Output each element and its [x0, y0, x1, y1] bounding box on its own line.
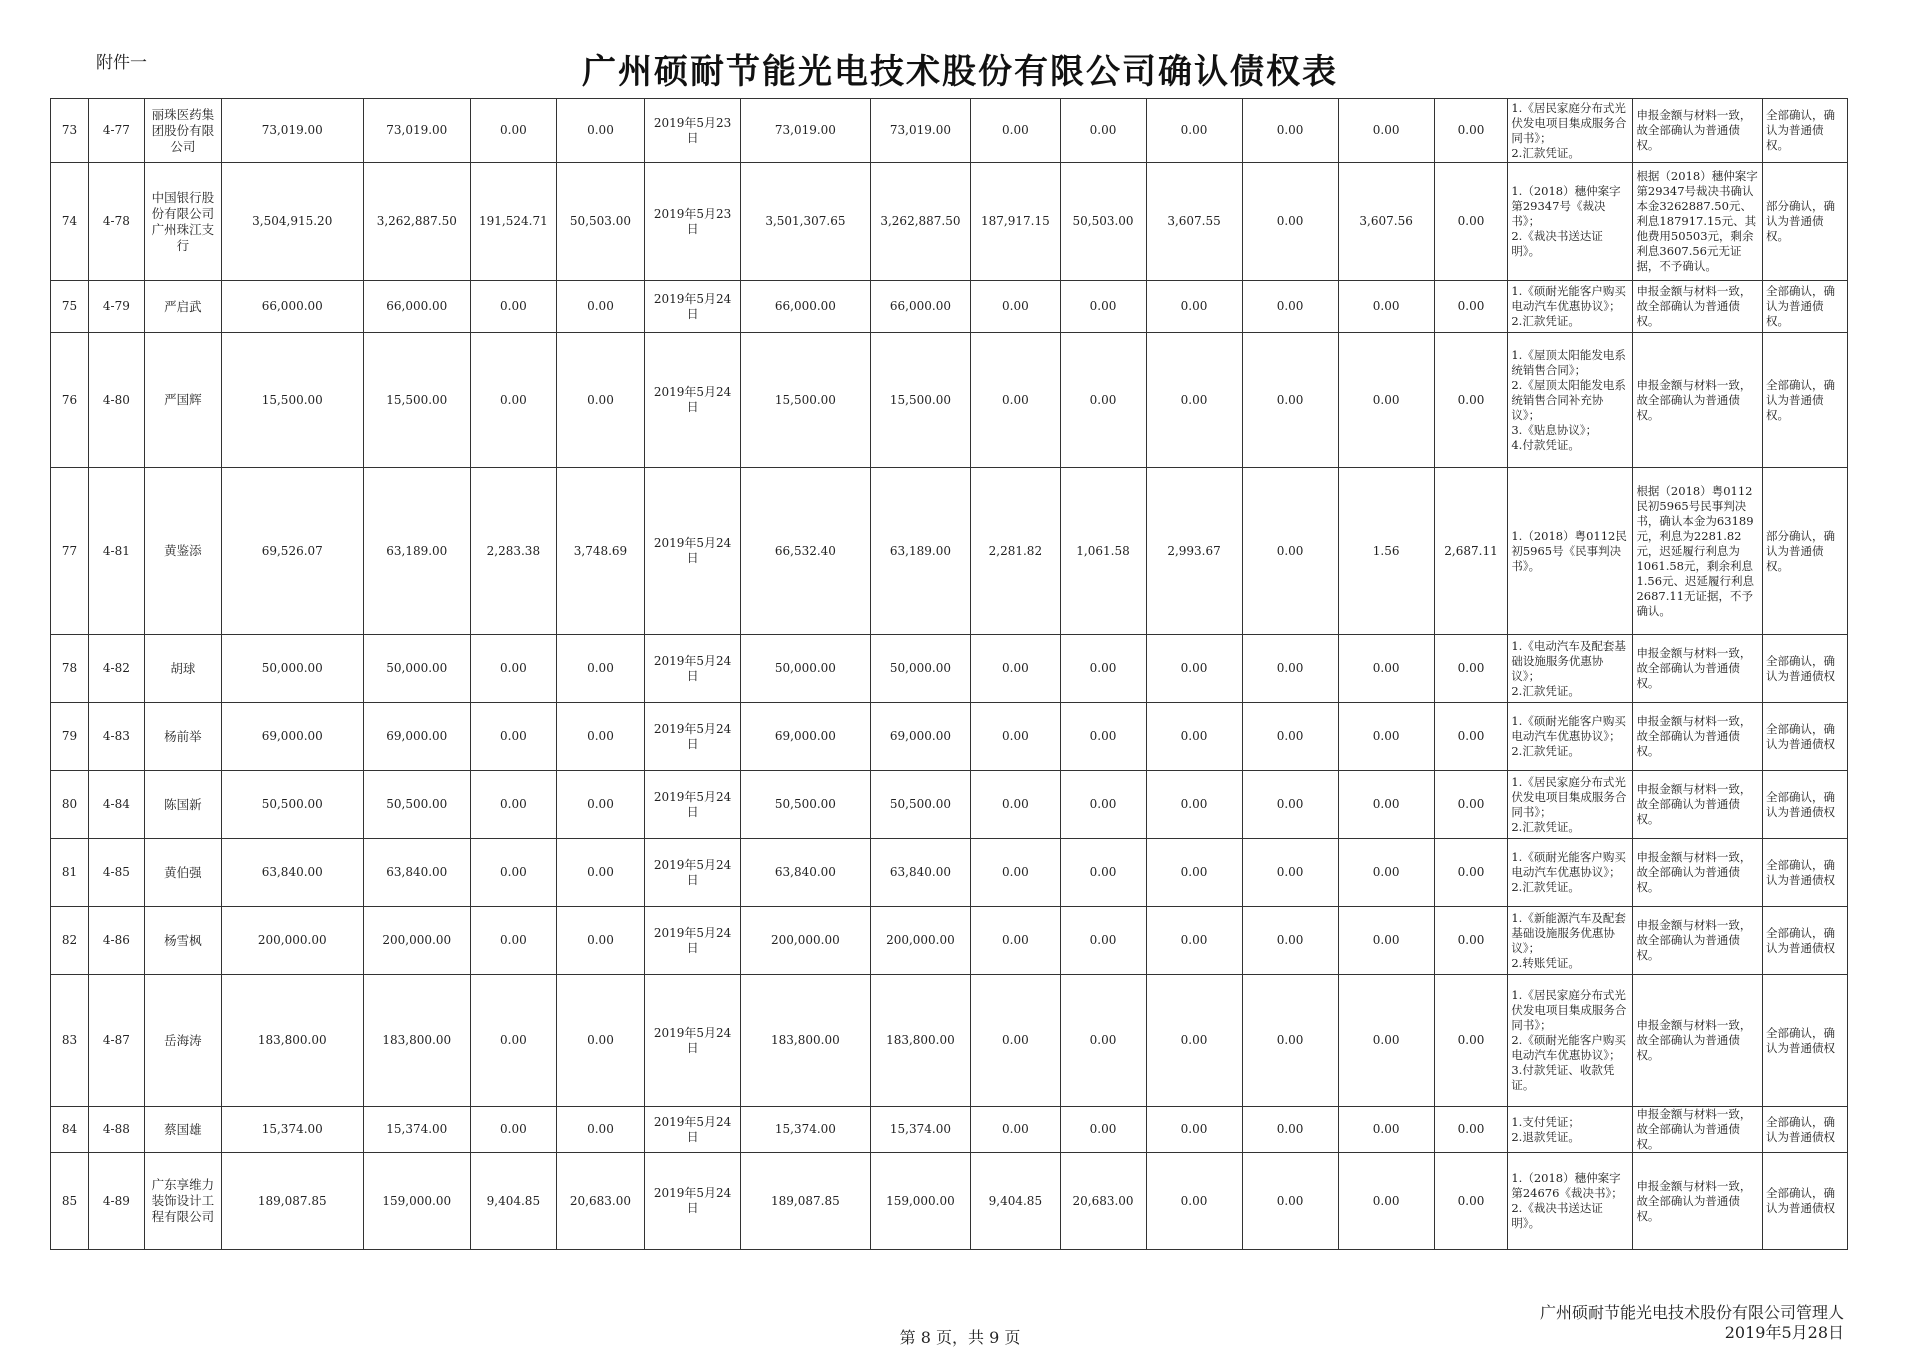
declared-total: 69,000.00: [221, 703, 363, 771]
row-number: 84: [51, 1107, 89, 1153]
attachment-label: 附件一: [96, 53, 147, 73]
declaration-date: 2019年5月24日: [645, 281, 741, 333]
declared-other: 0.00: [556, 839, 644, 907]
declared-total: 63,840.00: [221, 839, 363, 907]
unconfirmed-other: 0.00: [1434, 975, 1508, 1107]
declared-total: 66,000.00: [221, 281, 363, 333]
declared-principal: 159,000.00: [363, 1153, 470, 1250]
review-reason-cell: 申报金额与材料一致，故全部确认为普通债权。: [1633, 635, 1763, 703]
review-reason-cell: 根据（2018）粤0112民初5965号民事判决书，确认本金为63189元，利息为2281.82元，迟延履行利息为1061.58元，剩余利息1.56元、迟延履行利息2687.11无证据，不予确认。: [1633, 468, 1763, 635]
declaration-date: 2019年5月24日: [645, 771, 741, 839]
table-row: [51, 907, 1848, 975]
claim-code: 4-84: [88, 771, 144, 839]
unconfirmed-other: 0.00: [1434, 281, 1508, 333]
unconfirmed-total: 0.00: [1146, 975, 1242, 1107]
review-reason-cell: 申报金额与材料一致，故全部确认为普通债权。: [1633, 907, 1763, 975]
review-reason-cell: 申报金额与材料一致，故全部确认为普通债权。: [1633, 839, 1763, 907]
row-number: 85: [51, 1153, 89, 1250]
unconfirmed-other: 0.00: [1434, 839, 1508, 907]
confirmed-principal: 183,800.00: [870, 975, 971, 1107]
declaration-date: 2019年5月23日: [645, 163, 741, 281]
unconfirmed-principal: 0.00: [1242, 163, 1338, 281]
confirmed-total: 15,500.00: [741, 333, 871, 468]
page-title: 广州硕耐节能光电技术股份有限公司确认债权表: [582, 52, 1338, 92]
table-row: [51, 468, 1848, 635]
declared-total: 189,087.85: [221, 1153, 363, 1250]
unconfirmed-other: 0.00: [1434, 907, 1508, 975]
confirmed-other: 50,503.00: [1060, 163, 1146, 281]
unconfirmed-total: 0.00: [1146, 907, 1242, 975]
confirmed-total: 69,000.00: [741, 703, 871, 771]
unconfirmed-interest: 0.00: [1338, 703, 1434, 771]
review-result-cell: 全部确认，确认为普通债权。: [1762, 99, 1847, 163]
confirmed-other: 0.00: [1060, 635, 1146, 703]
declaration-date: 2019年5月24日: [645, 839, 741, 907]
review-reason-cell: 申报金额与材料一致，故全部确认为普通债权。: [1633, 703, 1763, 771]
declaration-date: 2019年5月24日: [645, 703, 741, 771]
declared-principal: 73,019.00: [363, 99, 470, 163]
confirmed-principal: 63,189.00: [870, 468, 971, 635]
creditor-name: 黄伯强: [144, 839, 221, 907]
unconfirmed-total: 3,607.55: [1146, 163, 1242, 281]
confirmed-principal: 50,000.00: [870, 635, 971, 703]
claim-code: 4-82: [88, 635, 144, 703]
confirmed-principal: 69,000.00: [870, 703, 971, 771]
unconfirmed-other: 0.00: [1434, 703, 1508, 771]
unconfirmed-interest: 0.00: [1338, 333, 1434, 468]
confirmed-other: 1,061.58: [1060, 468, 1146, 635]
confirmed-total: 200,000.00: [741, 907, 871, 975]
declared-principal: 50,500.00: [363, 771, 470, 839]
evidence-cell: 1.（2018）穗仲案字第24676《裁决书》； 2.《裁决书送达证明》。: [1508, 1153, 1633, 1250]
confirmed-other: 0.00: [1060, 99, 1146, 163]
unconfirmed-principal: 0.00: [1242, 333, 1338, 468]
confirmed-total: 183,800.00: [741, 975, 871, 1107]
unconfirmed-other: 2,687.11: [1434, 468, 1508, 635]
declared-interest: 0.00: [470, 99, 556, 163]
confirmed-interest: 0.00: [971, 99, 1060, 163]
unconfirmed-total: 0.00: [1146, 333, 1242, 468]
declared-total: 69,526.07: [221, 468, 363, 635]
claim-code: 4-89: [88, 1153, 144, 1250]
unconfirmed-other: 0.00: [1434, 99, 1508, 163]
unconfirmed-principal: 0.00: [1242, 907, 1338, 975]
declared-total: 15,374.00: [221, 1107, 363, 1153]
table-row: [51, 333, 1848, 468]
unconfirmed-interest: 0.00: [1338, 771, 1434, 839]
declared-principal: 66,000.00: [363, 281, 470, 333]
confirmed-total: 66,000.00: [741, 281, 871, 333]
unconfirmed-interest: 1.56: [1338, 468, 1434, 635]
declared-other: 0.00: [556, 771, 644, 839]
table-row: [51, 1153, 1848, 1250]
confirmed-other: 0.00: [1060, 281, 1146, 333]
confirmed-total: 50,000.00: [741, 635, 871, 703]
signature-date: 2019年5月28日: [1724, 1323, 1844, 1342]
page-number: 第 8 页，共 9 页: [899, 1328, 1021, 1347]
review-result-cell: 全部确认，确认为普通债权: [1762, 975, 1847, 1107]
review-result-cell: 全部确认，确认为普通债权。: [1762, 333, 1847, 468]
claim-code: 4-85: [88, 839, 144, 907]
review-reason-cell: 申报金额与材料一致，故全部确认为普通债权。: [1633, 1153, 1763, 1250]
creditor-name: 胡球: [144, 635, 221, 703]
unconfirmed-interest: 0.00: [1338, 1107, 1434, 1153]
confirmed-total: 66,532.40: [741, 468, 871, 635]
unconfirmed-other: 0.00: [1434, 333, 1508, 468]
declared-total: 15,500.00: [221, 333, 363, 468]
declared-principal: 63,189.00: [363, 468, 470, 635]
declared-total: 183,800.00: [221, 975, 363, 1107]
creditor-name: 陈国新: [144, 771, 221, 839]
evidence-cell: 1.（2018）穗仲案字第29347号《裁决书》； 2.《裁决书送达证明》。: [1508, 163, 1633, 281]
declared-other: 0.00: [556, 99, 644, 163]
confirmed-total: 73,019.00: [741, 99, 871, 163]
confirmed-principal: 200,000.00: [870, 907, 971, 975]
table-row: [51, 1107, 1848, 1153]
review-result-cell: 全部确认，确认为普通债权: [1762, 1107, 1847, 1153]
confirmed-total: 63,840.00: [741, 839, 871, 907]
claim-code: 4-78: [88, 163, 144, 281]
unconfirmed-interest: 0.00: [1338, 635, 1434, 703]
claim-code: 4-80: [88, 333, 144, 468]
unconfirmed-interest: 0.00: [1338, 907, 1434, 975]
confirmed-other: 0.00: [1060, 703, 1146, 771]
declared-interest: 0.00: [470, 1107, 556, 1153]
declared-interest: 0.00: [470, 635, 556, 703]
review-reason-cell: 申报金额与材料一致，故全部确认为普通债权。: [1633, 1107, 1763, 1153]
unconfirmed-principal: 0.00: [1242, 281, 1338, 333]
declared-other: 0.00: [556, 703, 644, 771]
unconfirmed-total: 0.00: [1146, 839, 1242, 907]
declared-total: 50,000.00: [221, 635, 363, 703]
creditor-name: 岳海涛: [144, 975, 221, 1107]
row-number: 77: [51, 468, 89, 635]
review-reason-cell: 根据（2018）穗仲案字第29347号裁决书确认本金3262887.50元、利息187917.15元、其他费用50503元，剩余利息3607.56元无证据，不予确认。: [1633, 163, 1763, 281]
confirmed-interest: 0.00: [971, 975, 1060, 1107]
declared-total: 50,500.00: [221, 771, 363, 839]
declared-other: 20,683.00: [556, 1153, 644, 1250]
declared-interest: 0.00: [470, 333, 556, 468]
declared-other: 0.00: [556, 333, 644, 468]
evidence-cell: 1.《硕耐光能客户购买电动汽车优惠协议》； 2.汇款凭证。: [1508, 703, 1633, 771]
declared-total: 73,019.00: [221, 99, 363, 163]
review-reason-cell: 申报金额与材料一致，故全部确认为普通债权。: [1633, 281, 1763, 333]
unconfirmed-other: 0.00: [1434, 771, 1508, 839]
creditor-name: 黄鉴添: [144, 468, 221, 635]
row-number: 78: [51, 635, 89, 703]
confirmed-interest: 0.00: [971, 635, 1060, 703]
review-result-cell: 全部确认，确认为普通债权: [1762, 839, 1847, 907]
declared-other: 0.00: [556, 907, 644, 975]
review-reason-cell: 申报金额与材料一致，故全部确认为普通债权。: [1633, 99, 1763, 163]
evidence-cell: 1.《新能源汽车及配套基础设施服务优惠协议》； 2.转账凭证。: [1508, 907, 1633, 975]
unconfirmed-principal: 0.00: [1242, 703, 1338, 771]
unconfirmed-other: 0.00: [1434, 1107, 1508, 1153]
declared-other: 50,503.00: [556, 163, 644, 281]
table-row: [51, 771, 1848, 839]
unconfirmed-other: 0.00: [1434, 163, 1508, 281]
confirmed-total: 15,374.00: [741, 1107, 871, 1153]
row-number: 73: [51, 99, 89, 163]
table-row: [51, 839, 1848, 907]
unconfirmed-total: 0.00: [1146, 635, 1242, 703]
row-number: 75: [51, 281, 89, 333]
claims-table: [50, 98, 1848, 1250]
confirmed-principal: 15,500.00: [870, 333, 971, 468]
unconfirmed-principal: 0.00: [1242, 975, 1338, 1107]
row-number: 83: [51, 975, 89, 1107]
claim-code: 4-81: [88, 468, 144, 635]
confirmed-other: 0.00: [1060, 907, 1146, 975]
row-number: 80: [51, 771, 89, 839]
review-result-cell: 全部确认，确认为普通债权: [1762, 703, 1847, 771]
declaration-date: 2019年5月24日: [645, 1107, 741, 1153]
confirmed-total: 50,500.00: [741, 771, 871, 839]
unconfirmed-interest: 0.00: [1338, 1153, 1434, 1250]
confirmed-interest: 0.00: [971, 771, 1060, 839]
unconfirmed-principal: 0.00: [1242, 635, 1338, 703]
unconfirmed-interest: 0.00: [1338, 281, 1434, 333]
declared-principal: 15,500.00: [363, 333, 470, 468]
declaration-date: 2019年5月23日: [645, 99, 741, 163]
evidence-cell: 1.《硕耐光能客户购买电动汽车优惠协议》； 2.汇款凭证。: [1508, 839, 1633, 907]
unconfirmed-principal: 0.00: [1242, 99, 1338, 163]
table-row: [51, 703, 1848, 771]
row-number: 79: [51, 703, 89, 771]
review-result-cell: 全部确认，确认为普通债权: [1762, 635, 1847, 703]
declared-principal: 15,374.00: [363, 1107, 470, 1153]
table-row: [51, 281, 1848, 333]
review-reason-cell: 申报金额与材料一致，故全部确认为普通债权。: [1633, 975, 1763, 1107]
confirmed-total: 189,087.85: [741, 1153, 871, 1250]
declaration-date: 2019年5月24日: [645, 468, 741, 635]
evidence-cell: 1.《硕耐光能客户购买电动汽车优惠协议》； 2.汇款凭证。: [1508, 281, 1633, 333]
confirmed-principal: 15,374.00: [870, 1107, 971, 1153]
claim-code: 4-86: [88, 907, 144, 975]
declared-interest: 0.00: [470, 839, 556, 907]
declared-interest: 9,404.85: [470, 1153, 556, 1250]
confirmed-interest: 0.00: [971, 907, 1060, 975]
declaration-date: 2019年5月24日: [645, 975, 741, 1107]
confirmed-total: 3,501,307.65: [741, 163, 871, 281]
unconfirmed-total: 2,993.67: [1146, 468, 1242, 635]
declared-principal: 69,000.00: [363, 703, 470, 771]
table-row: [51, 99, 1848, 163]
declaration-date: 2019年5月24日: [645, 635, 741, 703]
creditor-name: 杨雪枫: [144, 907, 221, 975]
declaration-date: 2019年5月24日: [645, 333, 741, 468]
unconfirmed-interest: 0.00: [1338, 839, 1434, 907]
declared-other: 0.00: [556, 635, 644, 703]
declared-other: 3,748.69: [556, 468, 644, 635]
evidence-cell: 1.《居民家庭分布式光伏发电项目集成服务合同书》； 2.汇款凭证。: [1508, 771, 1633, 839]
declared-other: 0.00: [556, 975, 644, 1107]
declared-interest: 0.00: [470, 907, 556, 975]
declared-interest: 2,283.38: [470, 468, 556, 635]
confirmed-interest: 2,281.82: [971, 468, 1060, 635]
unconfirmed-total: 0.00: [1146, 281, 1242, 333]
declared-total: 3,504,915.20: [221, 163, 363, 281]
unconfirmed-total: 0.00: [1146, 771, 1242, 839]
declared-principal: 3,262,887.50: [363, 163, 470, 281]
claim-code: 4-88: [88, 1107, 144, 1153]
evidence-cell: 1.《居民家庭分布式光伏发电项目集成服务合同书》； 2.汇款凭证。: [1508, 99, 1633, 163]
confirmed-principal: 50,500.00: [870, 771, 971, 839]
declared-interest: 0.00: [470, 975, 556, 1107]
creditor-name: 广东享维力装饰设计工程有限公司: [144, 1153, 221, 1250]
unconfirmed-principal: 0.00: [1242, 1153, 1338, 1250]
unconfirmed-other: 0.00: [1434, 1153, 1508, 1250]
creditor-name: 丽珠医药集团股份有限公司: [144, 99, 221, 163]
review-reason-cell: 申报金额与材料一致，故全部确认为普通债权。: [1633, 333, 1763, 468]
review-reason-cell: 申报金额与材料一致，故全部确认为普通债权。: [1633, 771, 1763, 839]
table-row: [51, 635, 1848, 703]
confirmed-other: 0.00: [1060, 839, 1146, 907]
unconfirmed-principal: 0.00: [1242, 468, 1338, 635]
unconfirmed-total: 0.00: [1146, 703, 1242, 771]
unconfirmed-interest: 3,607.56: [1338, 163, 1434, 281]
confirmed-principal: 159,000.00: [870, 1153, 971, 1250]
unconfirmed-other: 0.00: [1434, 635, 1508, 703]
review-result-cell: 部分确认，确认为普通债权。: [1762, 468, 1847, 635]
creditor-name: 杨前举: [144, 703, 221, 771]
review-result-cell: 部分确认，确认为普通债权。: [1762, 163, 1847, 281]
unconfirmed-total: 0.00: [1146, 99, 1242, 163]
confirmed-interest: 9,404.85: [971, 1153, 1060, 1250]
unconfirmed-principal: 0.00: [1242, 771, 1338, 839]
declared-interest: 0.00: [470, 281, 556, 333]
confirmed-other: 0.00: [1060, 333, 1146, 468]
confirmed-principal: 63,840.00: [870, 839, 971, 907]
declaration-date: 2019年5月24日: [645, 1153, 741, 1250]
row-number: 82: [51, 907, 89, 975]
declared-interest: 0.00: [470, 771, 556, 839]
claim-code: 4-83: [88, 703, 144, 771]
row-number: 74: [51, 163, 89, 281]
confirmed-interest: 0.00: [971, 703, 1060, 771]
unconfirmed-interest: 0.00: [1338, 99, 1434, 163]
confirmed-interest: 0.00: [971, 281, 1060, 333]
confirmed-other: 0.00: [1060, 975, 1146, 1107]
unconfirmed-interest: 0.00: [1338, 975, 1434, 1107]
declared-other: 0.00: [556, 281, 644, 333]
unconfirmed-principal: 0.00: [1242, 839, 1338, 907]
declared-principal: 183,800.00: [363, 975, 470, 1107]
unconfirmed-total: 0.00: [1146, 1107, 1242, 1153]
evidence-cell: 1.（2018）粤0112民初5965号《民事判决书》。: [1508, 468, 1633, 635]
review-result-cell: 全部确认，确认为普通债权: [1762, 771, 1847, 839]
creditor-name: 严启武: [144, 281, 221, 333]
confirmed-interest: 0.00: [971, 839, 1060, 907]
creditor-name: 中国银行股份有限公司广州珠江支行: [144, 163, 221, 281]
review-result-cell: 全部确认，确认为普通债权: [1762, 907, 1847, 975]
declared-total: 200,000.00: [221, 907, 363, 975]
review-result-cell: 全部确认，确认为普通债权。: [1762, 281, 1847, 333]
confirmed-other: 0.00: [1060, 1107, 1146, 1153]
confirmed-principal: 3,262,887.50: [870, 163, 971, 281]
declared-other: 0.00: [556, 1107, 644, 1153]
evidence-cell: 1.《电动汽车及配套基础设施服务优惠协议》； 2.汇款凭证。: [1508, 635, 1633, 703]
confirmed-other: 20,683.00: [1060, 1153, 1146, 1250]
review-result-cell: 全部确认，确认为普通债权: [1762, 1153, 1847, 1250]
evidence-cell: 1.《居民家庭分布式光伏发电项目集成服务合同书》； 2.《硕耐光能客户购买电动汽车优惠协议》； 3.付款凭证、收款凭证。: [1508, 975, 1633, 1107]
confirmed-principal: 66,000.00: [870, 281, 971, 333]
table-row: [51, 975, 1848, 1107]
confirmed-interest: 0.00: [971, 333, 1060, 468]
declared-interest: 0.00: [470, 703, 556, 771]
creditor-name: 蔡国雄: [144, 1107, 221, 1153]
claim-code: 4-77: [88, 99, 144, 163]
claim-code: 4-79: [88, 281, 144, 333]
confirmed-interest: 187,917.15: [971, 163, 1060, 281]
declared-principal: 50,000.00: [363, 635, 470, 703]
evidence-cell: 1.支付凭证； 2.退款凭证。: [1508, 1107, 1633, 1153]
unconfirmed-principal: 0.00: [1242, 1107, 1338, 1153]
creditor-name: 严国辉: [144, 333, 221, 468]
declared-principal: 63,840.00: [363, 839, 470, 907]
declared-principal: 200,000.00: [363, 907, 470, 975]
confirmed-other: 0.00: [1060, 771, 1146, 839]
declaration-date: 2019年5月24日: [645, 907, 741, 975]
confirmed-interest: 0.00: [971, 1107, 1060, 1153]
declared-interest: 191,524.71: [470, 163, 556, 281]
evidence-cell: 1.《屋顶太阳能发电系统销售合同》； 2.《屋顶太阳能发电系统销售合同补充协议》； 3.《贴息协议》； 4.付款凭证。: [1508, 333, 1633, 468]
administrator-signature: 广州硕耐节能光电技术股份有限公司管理人: [1539, 1303, 1844, 1322]
row-number: 76: [51, 333, 89, 468]
claim-code: 4-87: [88, 975, 144, 1107]
table-row: [51, 163, 1848, 281]
confirmed-principal: 73,019.00: [870, 99, 971, 163]
unconfirmed-total: 0.00: [1146, 1153, 1242, 1250]
row-number: 81: [51, 839, 89, 907]
